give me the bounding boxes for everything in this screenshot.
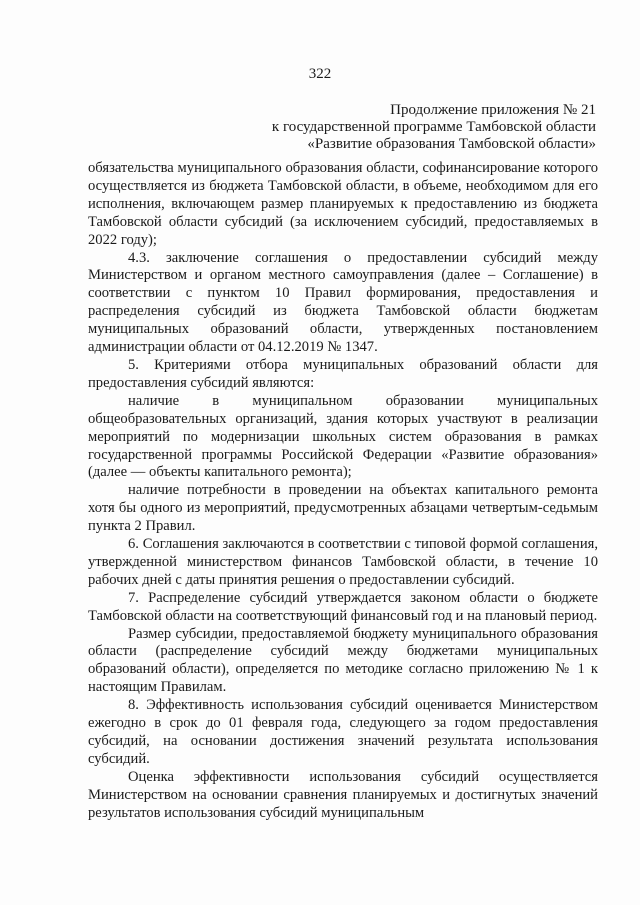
paragraph-8: 8. Эффективность использования субсидий оценивается Министерством ежегодно в срок до 01 февраля года, следующего за годом предоставления субсидий, на основании достижения значений результата использования субсидий. (88, 697, 598, 767)
appendix-header (176, 102, 596, 153)
header-line-2: к государственной программе Тамбовской области (271, 119, 596, 135)
paragraph-4-3: 4.3. заключение соглашения о предоставлении субсидий между Министерством и органом местного самоуправления (далее – Соглашение) в соответствии с пунктом 10 Правил формирования, предоставления и распределения субсидий из бюджета Тамбовской области бюджетам муниципальных образований области, утвержденных постановлением администрации области от 04.12.2019 № 1347. (88, 249, 598, 356)
paragraph-5: 5. Критериями отбора муниципальных образований области для предоставления субсидий являются: (88, 356, 598, 391)
paragraph-5-criterion-1: наличие в муниципальном образовании муниципальных общеобразовательных организаций, здания которых участвуют в реализации мероприятий по модернизации школьных систем образования в рамках государственной программы Российской Федерации «Развитие образования» (далее — объекты капитального ремонта); (88, 392, 598, 481)
paragraph-7: 7. Распределение субсидий утверждается законом области о бюджете Тамбовской области на соответствующий финансовый год и на плановый период. (88, 589, 598, 624)
document-body (88, 160, 598, 823)
header-line-3: «Развитие образования Тамбовской области» (307, 136, 596, 152)
paragraph-6: 6. Соглашения заключаются в соответствии с типовой формой соглашения, утвержденной министерством финансов Тамбовской области, в течение 10 рабочих дней с даты принятия решения о предоставлении субсидий. (88, 536, 598, 588)
header-line-1: Продолжение приложения № 21 (390, 102, 596, 118)
paragraph-8-evaluation: Оценка эффективности использования субсидий осуществляется Министерством на основании сравнения планируемых и достигнутых значений результатов использования субсидий муниципальным (88, 768, 598, 821)
paragraph-5-criterion-2: наличие потребности в проведении на объектах капитального ремонта хотя бы одного из мероприятий, предусмотренных абзацами четвертым-седьмым пункта 2 Правил. (88, 482, 598, 535)
paragraph-7-size: Размер субсидии, предоставляемой бюджету муниципального образования области (распределение субсидий между бюджетами муниципальных образований области), определяется по методике согласно приложению № 1 к настоящим Правилам. (88, 625, 598, 696)
page-number: 322 (308, 66, 332, 82)
paragraph-obligation-continuation: обязательства муниципального образования области, софинансирование которого осуществляется из бюджета Тамбовской области, в объеме, необходимом для его исполнения, включающем размер планируемых к предоставлению из бюджета Тамбовской области субсидий (за исключением субсидий, предоставляемых в 2022 году); (88, 160, 598, 248)
